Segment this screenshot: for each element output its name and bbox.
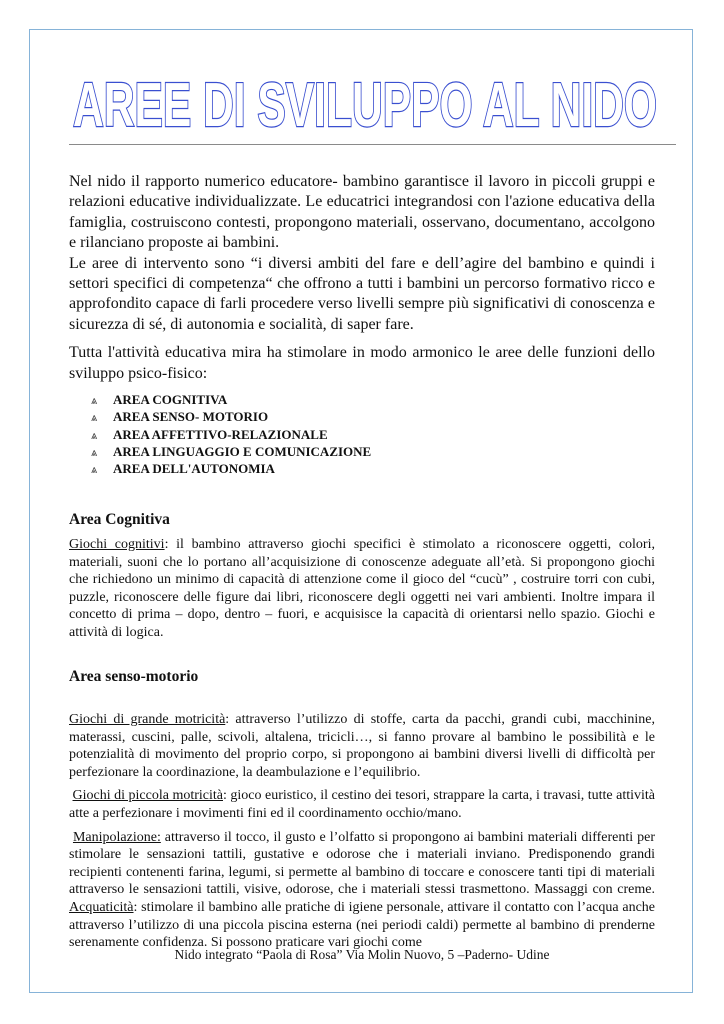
title-text: AREE DI SVILUPPO AL NIDO [73,72,657,134]
list-item: ⩓ AREA SENSO- MOTORIO [91,408,371,425]
list-item: ⩓ AREA AFFETTIVO-RELAZIONALE [91,426,371,443]
list-item: ⩓ AREA LINGUAGGIO E COMUNICAZIONE [91,443,371,460]
senso-section [69,711,655,952]
page-footer: Nido integrato “Paola di Rosa” Via Molin Nuovo, 5 –Paderno- Udine [174,947,550,962]
grande-motricita-paragraph: Giochi di grande motricità: attraverso l’utilizzo di stoffe, carta da pacchi, grandi cubi, macchinine, materassi, cuscini, palle, scivoli, altalena, tricicli…, si fanno provare al bambino le possibilità e le potenzialità di movimento del proprio corpo, si propongono ai bambini diversi livelli di difficoltà per perfezionare la coordinazione, la deambulazione e l’equilibrio. [69,712,655,780]
title-divider [69,144,676,145]
intro-section [69,172,655,384]
piccola-motricita-paragraph: Giochi di piccola motricità: gioco euristico, il cestino dei tesori, strappare la carta, i travasi, tutte attività atte a perfezionare i movimenti fini ed il coordinamento occhio/mano. [69,788,656,821]
intro-paragraph-3: Tutta l'attività educativa mira ha stimolare in modo armonico le aree delle funzioni dello sviluppo psico-fisico: [69,344,655,382]
triangle-bullet-icon: ⩓ [91,463,98,477]
term-grande-motricita: Giochi di grande motricità [69,712,226,727]
term-acquaticita: Acquaticità [69,899,134,915]
term-piccola-motricita: Giochi di piccola motricità [72,788,223,804]
triangle-bullet-icon: ⩓ [91,445,98,459]
cognitiva-section [69,536,655,642]
triangle-bullet-icon: ⩓ [91,394,98,407]
list-item: ⩓ AREA COGNITIVA [91,391,371,408]
triangle-bullet-icon: ⩓ [91,411,98,425]
manipolazione-paragraph: Manipolazione: attraverso il tocco, il gusto e l’olfatto si propongono ai bambini materiali differenti per stimolare le sensazioni tattili, gustative e odorose che i materiali inviano. Predisponendo grandi recipienti contenenti farina, legumi, si permette al bambino di toccare e conoscere tanti tipi di materiali attraverso le sensazioni tattili, visive, odorose, che i materiali stessi trasmettono. Massaggi con creme. Acquaticità: stimolare il bambino alle pratiche di igiene personale, attivare il contatto con l’acqua anche attraverso l’utilizzo di una piccola piscina esterna (nei periodi caldi) permette al bambino di prenderne serenamente confidenza. Si possono praticare vari giochi come [69,829,655,951]
page-title [70,72,660,134]
heading-area-cognitiva: Area Cognitiva [69,511,170,528]
triangle-bullet-icon: ⩓ [91,428,98,442]
intro-paragraph-1: Nel nido il rapporto numerico educatore- bambino garantisce il lavoro in piccoli gruppi e relazioni educative individualizzate. Le educatrici integrandosi con l'azione educativa della famiglia, costruiscono contesti, propongono materiali, osservano, documentano, accolgono e rilanciano proposte ai bambini. [69,173,655,252]
areas-list [91,391,371,477]
cognitiva-paragraph: Giochi cognitivi: il bambino attraverso giochi specifici è stimolato a riconoscere oggetti, colori, materiali, suoni che lo portano all’acquisizione di conoscenze adeguate all’età. Si propongono giochi che richiedono un minimo di capacità di attenzione come il gioco del “cucù” , costruire torri con cubi, puzzle, riconoscere delle figure dai libri, riconoscere degli oggetti nei vari ambienti. Inoltre impara il concetto di prima – dopo, dentro – fuori, e acquisisce la capacità di orientarsi nello spazio. Giochi e attività di logica. [69,537,655,640]
heading-area-senso-motorio: Area senso-motorio [69,668,199,685]
term-giochi-cognitivi: Giochi cognitivi [69,537,165,552]
list-item: ⩓ AREA DELL'AUTONOMIA [91,460,371,477]
intro-paragraph-2: Le aree di intervento sono “i diversi ambiti del fare e dell’agire del bambino e quindi i settori specifici di competenza“ che offrono a tutti i bambini un percorso formativo ricco e approfondito capace di farli procedere verso livelli sempre più significativi di conoscenza e sicurezza di sé, di autonomia e socialità, di saper fare. [69,254,655,333]
term-manipolazione: Manipolazione: [72,829,161,845]
